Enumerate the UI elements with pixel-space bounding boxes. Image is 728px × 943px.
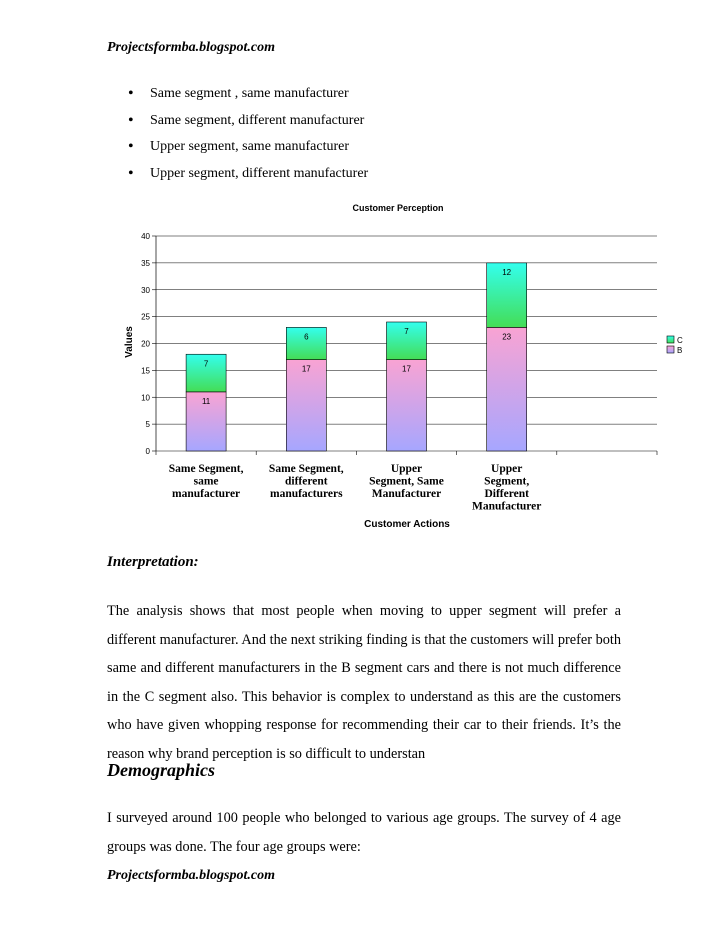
x-tick-label-line: Segment,: [484, 475, 530, 488]
legend-label-b: B: [677, 346, 683, 355]
x-tick-labels: [169, 463, 542, 513]
data-label: 12: [502, 267, 512, 277]
bullet-item: [128, 86, 368, 113]
x-tick-label-line: Manufacturer: [471, 500, 542, 513]
x-tick-label-line: Manufacturer: [371, 488, 442, 500]
x-tick-label: [472, 463, 541, 513]
data-label: 17: [402, 364, 411, 374]
demographics-heading: Demographics: [107, 760, 215, 780]
bullet-text: Same segment , same manufacturer: [150, 86, 349, 101]
chart-title: Customer Perception: [352, 203, 444, 213]
bullet-icon: •: [128, 138, 134, 155]
legend-swatch-c: [667, 336, 674, 343]
bullet-text: Same segment, different manufacturer: [150, 112, 365, 128]
x-tick-label-line: Upper: [390, 463, 423, 475]
bullet-icon: •: [128, 164, 134, 182]
page-footer: Projectsformba.blogspot.com: [107, 868, 275, 883]
data-label: 17: [301, 364, 311, 374]
chart-bars: [186, 263, 527, 451]
legend: [667, 336, 683, 355]
x-tick-label: [269, 463, 344, 500]
y-tick-label: 35: [141, 258, 150, 268]
bullet-icon: •: [128, 85, 134, 102]
x-tick-label-line: Different: [484, 488, 529, 500]
x-tick-label-line: manufacturers: [269, 488, 343, 500]
y-tick-label: 5: [145, 420, 150, 430]
interpretation-paragraph: The analysis shows that most people when moving to upper segment will prefer a different manufacturer. And the next striking finding is that the customers will prefer both same and different manufacturers in the B segment cars and there is not much difference in the C segment also. This behavior is complex to understand as this are the customers who have given whopping response for recommending their car to their friends. It’s the reason why brand perception is so difficult to understan: [107, 603, 621, 762]
y-tick-label: 40: [141, 232, 150, 241]
x-tick-label-line: different: [285, 475, 328, 488]
data-label: 7: [404, 327, 409, 336]
x-tick-label-line: Same Segment,: [168, 463, 244, 475]
y-tick-label: 10: [141, 393, 150, 403]
y-tick-label: 20: [141, 339, 150, 349]
x-tick-label-line: manufacturer: [172, 488, 241, 500]
data-label: 7: [203, 359, 209, 369]
page-header: Projectsformba.blogspot.com: [107, 40, 275, 55]
y-tick-label: 30: [141, 285, 150, 295]
y-tick-label: 0: [145, 447, 150, 456]
bullet-item: [128, 113, 368, 140]
x-tick-label: [169, 463, 244, 500]
bar-segment-b: [487, 327, 527, 451]
bullet-item: [128, 139, 368, 166]
bullet-list: [128, 86, 368, 192]
x-axis-label: Customer Actions: [364, 519, 450, 530]
customer-perception-chart: [100, 196, 700, 536]
y-axis-label: Values: [124, 326, 135, 358]
x-tick-label-line: Same Segment,: [268, 463, 344, 475]
demographics-paragraph: I surveyed around 100 people who belonged to various age groups. The survey of 4 age groups was done. The four age groups were:: [107, 810, 621, 855]
data-label: 6: [304, 332, 309, 342]
bullet-item: [128, 166, 368, 193]
data-label: 23: [502, 332, 512, 342]
y-tick-label: 15: [141, 366, 150, 376]
legend-swatch-b: [667, 346, 674, 353]
x-tick-label-line: same: [193, 475, 219, 488]
x-tick-label-line: Segment, Same: [369, 475, 444, 488]
bullet-text: Upper segment, same manufacturer: [150, 139, 350, 154]
x-tick-label: [369, 463, 444, 500]
bullet-icon: •: [128, 111, 134, 129]
y-tick-label: 25: [141, 312, 150, 322]
legend-label-c: C: [677, 336, 683, 345]
interpretation-heading: Interpretation:: [107, 554, 199, 570]
x-tick-label-line: Upper: [491, 463, 523, 475]
bullet-text: Upper segment, different manufacturer: [150, 165, 369, 181]
data-label: 11: [201, 396, 211, 406]
